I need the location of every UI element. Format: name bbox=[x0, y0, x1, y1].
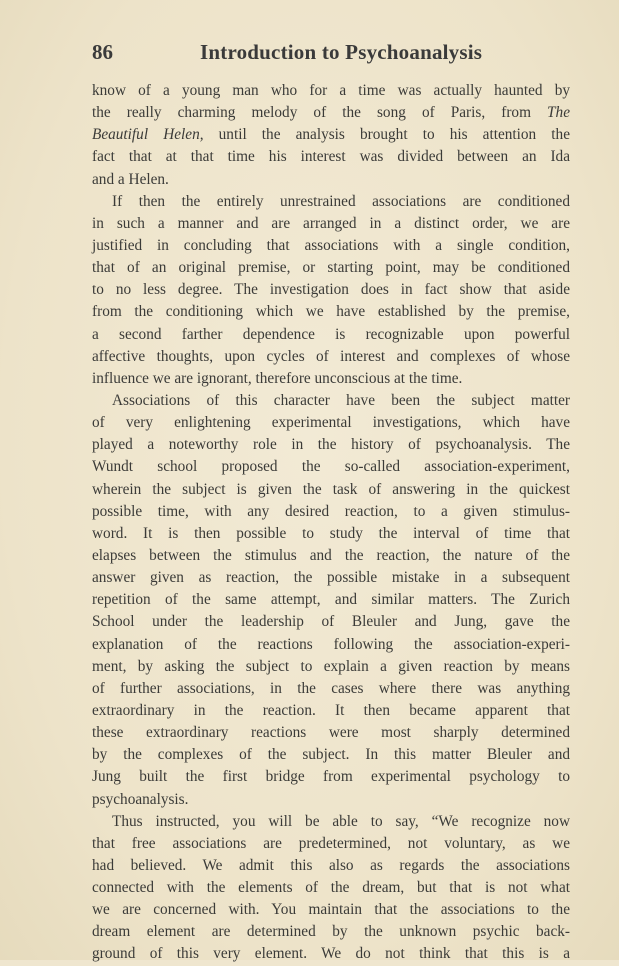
text-line: wherein the subject is given the task of answering in the quickest bbox=[92, 480, 570, 498]
text-line: answer given as reaction, the possible mistake in a subsequent bbox=[92, 569, 570, 587]
text-line: and a Helen. bbox=[92, 170, 169, 188]
body-text bbox=[92, 80, 570, 966]
text-line: of further associations, in the cases where there was anything bbox=[92, 679, 570, 697]
text-line: a second farther dependence is recognizable upon powerful bbox=[92, 325, 570, 343]
italic-title: Beautiful Helen, bbox=[92, 126, 204, 144]
text-line: Thus instructed, you will be able to say, “We recognize now bbox=[112, 812, 570, 830]
text-line: Wundt school proposed the so-called association-experiment, bbox=[92, 458, 570, 476]
text-line: Beautiful Helen, until the analysis brought to his attention the bbox=[92, 126, 570, 144]
text-line: psychoanalysis. bbox=[92, 790, 189, 808]
text-line: connected with the elements of the dream, but that is not what bbox=[92, 879, 570, 897]
text-line: of very enlightening experimental investigations, which have bbox=[92, 414, 570, 432]
text-line: explanation of the reactions following the association-experi- bbox=[92, 635, 570, 653]
page-number: 86 bbox=[92, 40, 113, 64]
text-line: extraordinary in the reaction. It then became apparent that bbox=[92, 701, 570, 719]
text-line: to no less degree. The investigation does in fact show that aside bbox=[92, 281, 570, 299]
text-line: these extraordinary reactions were most sharply determined bbox=[92, 724, 570, 742]
text-line: justified in concluding that associations with a single condition, bbox=[92, 236, 570, 254]
text-line: that of an original premise, or starting point, may be conditioned bbox=[92, 259, 570, 277]
text-line: possible time, with any desired reaction, to a given stimulus- bbox=[92, 502, 570, 520]
text-line: Jung built the first bridge from experimental psychology to bbox=[92, 768, 570, 786]
text-line: influence we are ignorant, therefore unconscious at the time. bbox=[92, 369, 463, 387]
text-line: repetition of the same attempt, and similar matters. The Zurich bbox=[92, 591, 570, 609]
text-line: by the complexes of the subject. In this matter Bleuler and bbox=[92, 746, 570, 764]
text-line: in such a manner and are arranged in a distinct order, we are bbox=[92, 214, 570, 232]
text-line: had believed. We admit this also as regards the associations bbox=[92, 856, 570, 874]
text-line: we are concerned with. You maintain that the associations to the bbox=[92, 901, 570, 919]
text-line: word. It is then possible to study the interval of time that bbox=[92, 524, 570, 542]
text-line: Associations of this character have been the subject matter bbox=[112, 391, 570, 409]
text-line: the really charming melody of the song of Paris, from The bbox=[92, 104, 570, 122]
page-header bbox=[92, 40, 528, 70]
text-line: fact that at that time his interest was divided between an Ida bbox=[92, 148, 570, 166]
text-line: that free associations are predetermined, not voluntary, as we bbox=[92, 834, 570, 852]
text-line: from the conditioning which we have established by the premise, bbox=[92, 303, 570, 321]
text-line: If then the entirely unrestrained associations are conditioned bbox=[112, 192, 570, 210]
italic-title: The bbox=[547, 104, 570, 122]
text-line: affective thoughts, upon cycles of interest and complexes of whose bbox=[92, 347, 570, 365]
running-head: Introduction to Psychoanalysis bbox=[200, 40, 483, 64]
text-line: ment, by asking the subject to explain a given reaction by means bbox=[92, 657, 570, 675]
text-line: ground of this very element. We do not think that this is a bbox=[92, 945, 570, 963]
text-line: School under the leadership of Bleuler and Jung, gave the bbox=[92, 613, 570, 631]
text-line: played a noteworthy role in the history of psychoanalysis. The bbox=[92, 436, 570, 454]
text-line: know of a young man who for a time was actually haunted by bbox=[92, 82, 570, 99]
text-line: elapses between the stimulus and the reaction, the nature of the bbox=[92, 546, 570, 564]
text-line: dream element are determined by the unknown psychic back- bbox=[92, 923, 570, 941]
